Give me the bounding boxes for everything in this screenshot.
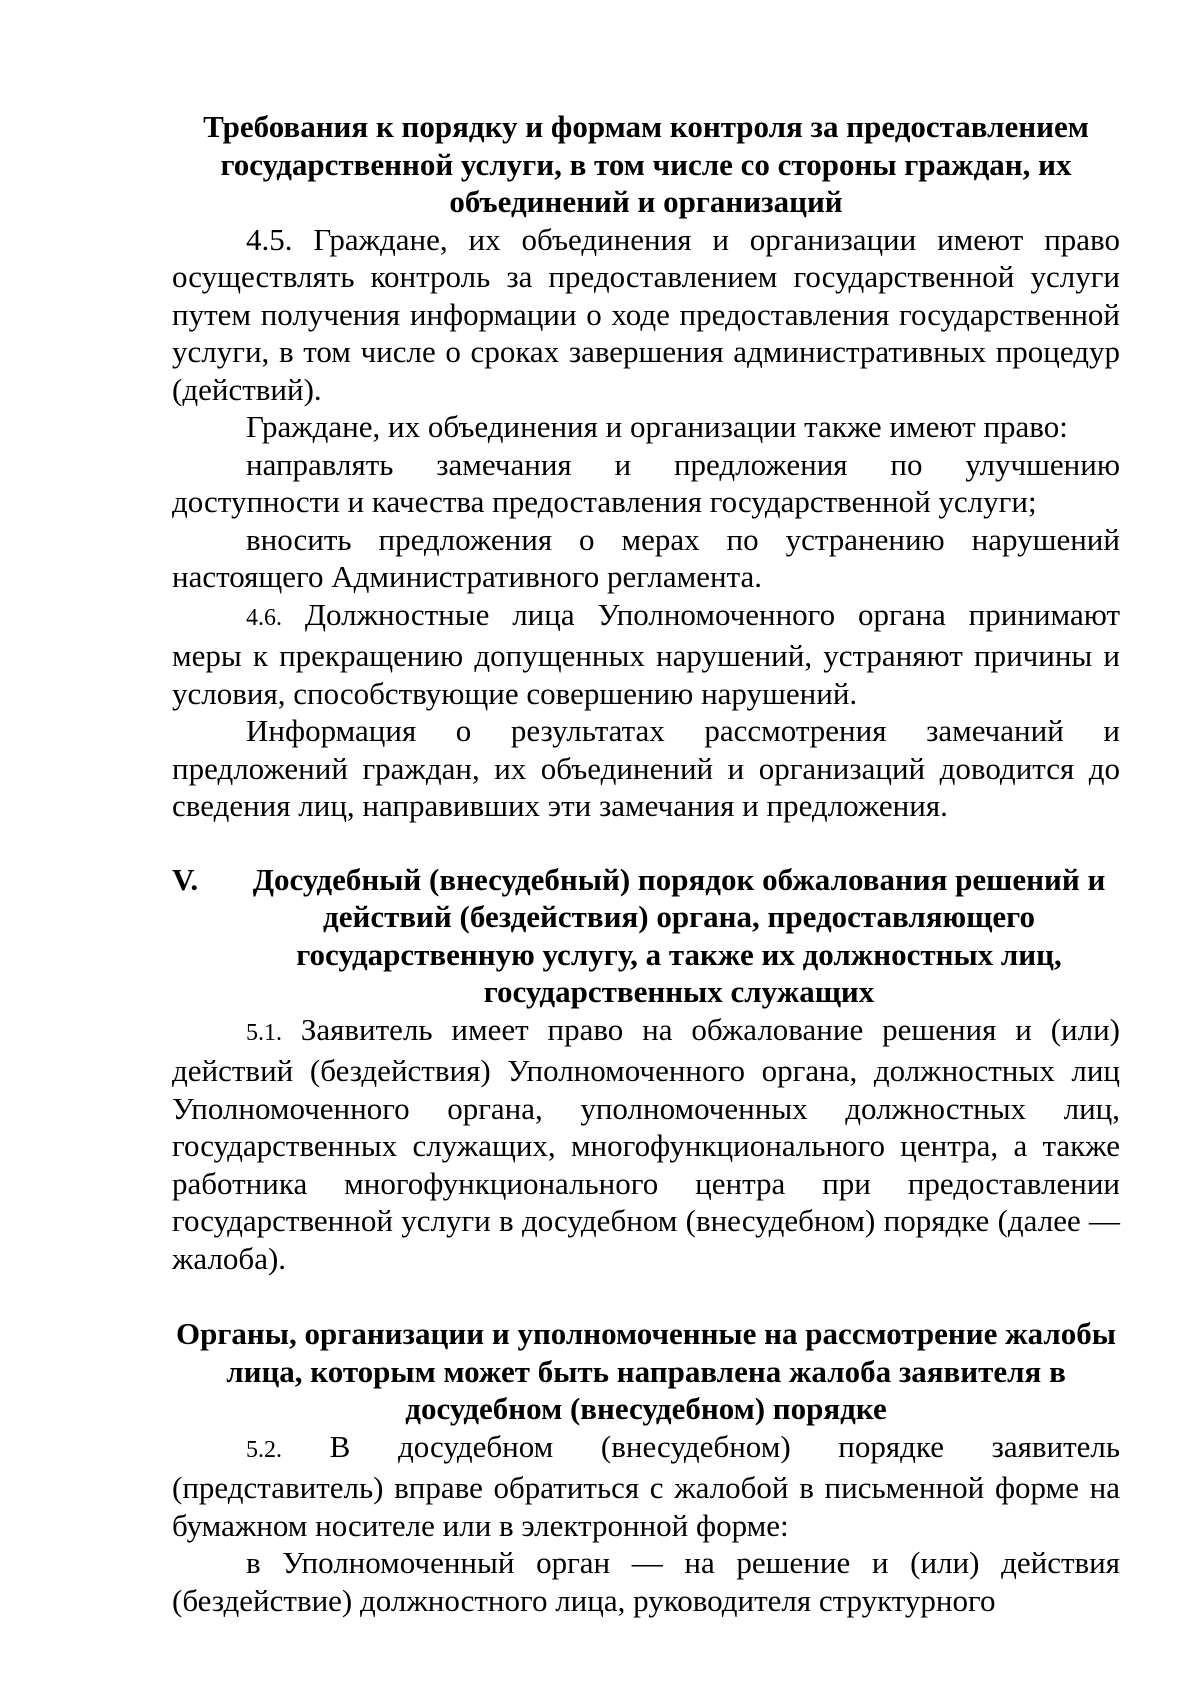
section-5-heading — [172, 861, 1120, 1011]
spacer — [172, 825, 1120, 861]
paragraph-number: 5.2. — [246, 1436, 282, 1463]
paragraph-5-2 — [172, 1428, 1120, 1545]
section-5-title: Досудебный (внесудебный) порядок обжалования решений и действий (бездействия) органа, предоставляющего государственную услугу, а также их должностных лиц, государственных служащих — [252, 861, 1106, 1009]
paragraph-4-6 — [172, 596, 1120, 713]
section-numeral: V. — [172, 861, 199, 897]
subsection-heading: Органы, организации и уполномоченные на рассмотрение жалобы лица, которым может быть направлена жалоба заявителя в досудебном (внесудебном) порядке — [176, 1316, 1116, 1426]
paragraph-text: В досудебном (внесудебном) порядке заявитель (представитель) вправе обратиться с жалобой в письменной форме на бумажном носителе или в электронной форме: — [172, 1428, 1120, 1543]
paragraph-text: Заявитель имеет право на обжалование решения и (или) действий (бездействия) Уполномоченного органа, должностных лиц Уполномоченного органа, уполномоченных должностных лиц, государственных служащих, многофункционального центра, а также работника многофункционального центра при предоставлении государственной услуги в досудебном (внесудебном) порядке (далее — жалоба). — [172, 1011, 1120, 1276]
paragraph-authorized-body: в Уполномоченный орган — на решение и (или) действия (бездействие) должностного лица, руководителя структурного — [172, 1545, 1120, 1618]
paragraph-rights-intro: Граждане, их объединения и организации также имеют право: — [246, 409, 1068, 444]
paragraph-text: Должностные лица Уполномоченного органа принимают меры к прекращению допущенных нарушений, устраняют причины и условия, способствующие совершению нарушений. — [172, 596, 1120, 711]
paragraph-4-5: 4.5. Граждане, их объединения и организации имеют право осуществлять контроль за предоставлением государственной услуги путем получения информации о ходе предоставления государственной услуги, в том числе о сроках завершения административных процедур (действий). — [172, 221, 1120, 407]
document-content — [172, 108, 1120, 1619]
paragraph-5-1 — [172, 1011, 1120, 1278]
paragraph-information-results: Информация о результатах рассмотрения замечаний и предложений граждан, их объединений и организаций доводится до сведения лиц, направивших эти замечания и предложения. — [172, 713, 1120, 823]
spacer — [172, 1277, 1120, 1315]
section-4-heading: Требования к порядку и формам контроля за предоставлением государственной услуги, в том числе со стороны граждан, их объединений и организаций — [203, 109, 1089, 219]
paragraph-number: 5.1. — [246, 1019, 282, 1046]
paragraph-number: 4.6. — [246, 604, 282, 631]
paragraph-rights-proposals: вносить предложения о мерах по устранению нарушений настоящего Административного регламента. — [172, 521, 1120, 594]
paragraph-rights-remarks: направлять замечания и предложения по улучшению доступности и качества предоставления государственной услуги; — [172, 446, 1120, 519]
